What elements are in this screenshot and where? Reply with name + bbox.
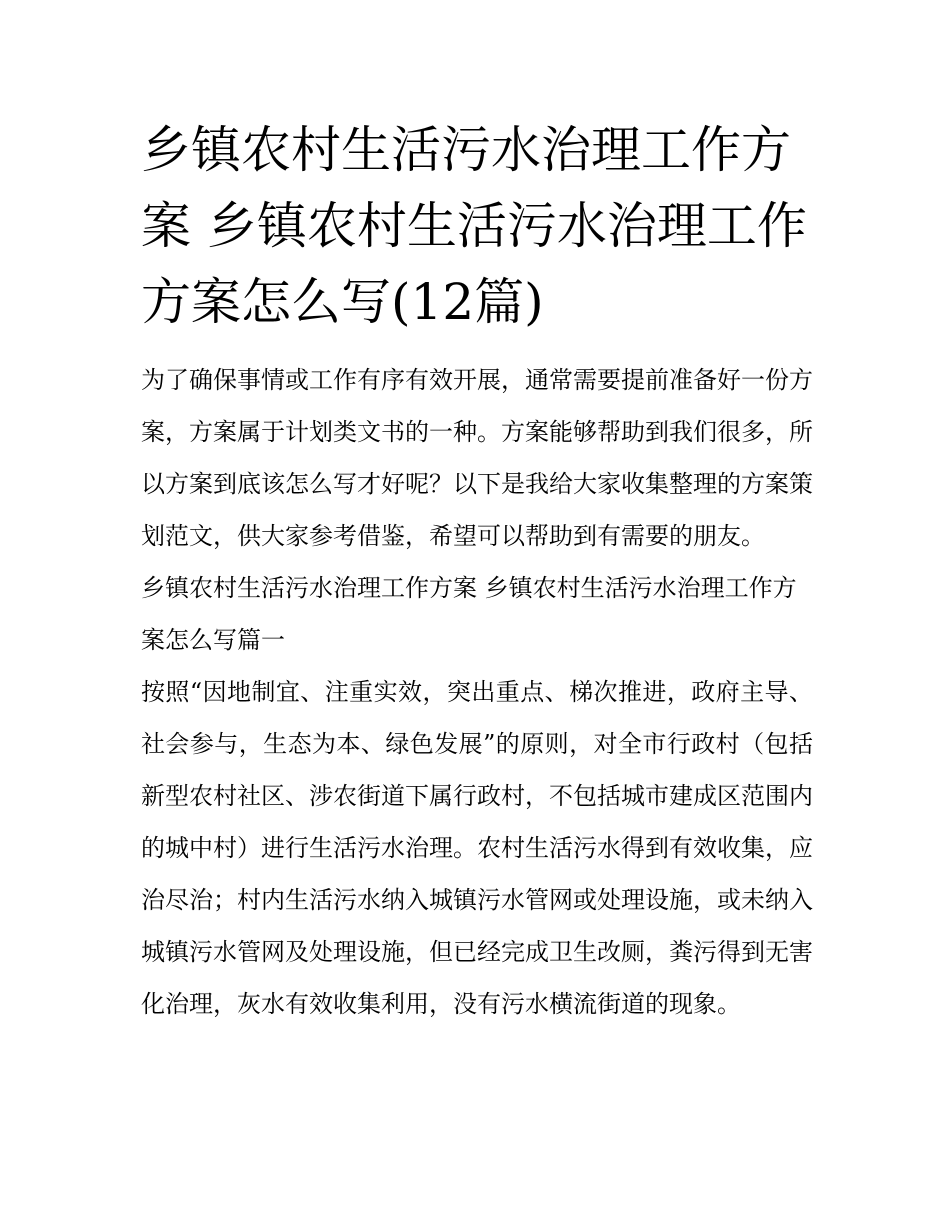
- section-body-paragraph: 按照“因地制宜、注重实效，突出重点、梯次推进，政府主导、社会参与，生态为本、绿色发展”的原则，对全市行政村（包括新型农村社区、涉农街道下属行政村，不包括城市建成区范围内的城中村）进行生活污水治理。农村生活污水得到有效收集，应治尽治；村内生活污水纳入城镇污水管网或处理设施，或未纳入城镇污水管网及处理设施，但已经完成卫生改厕，粪污得到无害化治理，灰水有效收集利用，没有污水横流街道的现象。: [141, 678, 813, 1018]
- document-content: [141, 112, 813, 1030]
- section-heading: 乡镇农村生活污水治理工作方案 乡镇农村生活污水治理工作方案怎么写篇一: [141, 574, 797, 654]
- intro-paragraph: 为了确保事情或工作有序有效开展，通常需要提前准备好一份方案，方案属于计划类文书的一种。方案能够帮助到我们很多，所以方案到底该怎么写才好呢？以下是我给大家收集整理的方案策划范文，供大家参考借鉴，希望可以帮助到有需要的朋友。: [141, 366, 813, 550]
- document-title: 乡镇农村生活污水治理工作方案 乡镇农村生活污水治理工作方案怎么写(12篇): [141, 121, 807, 331]
